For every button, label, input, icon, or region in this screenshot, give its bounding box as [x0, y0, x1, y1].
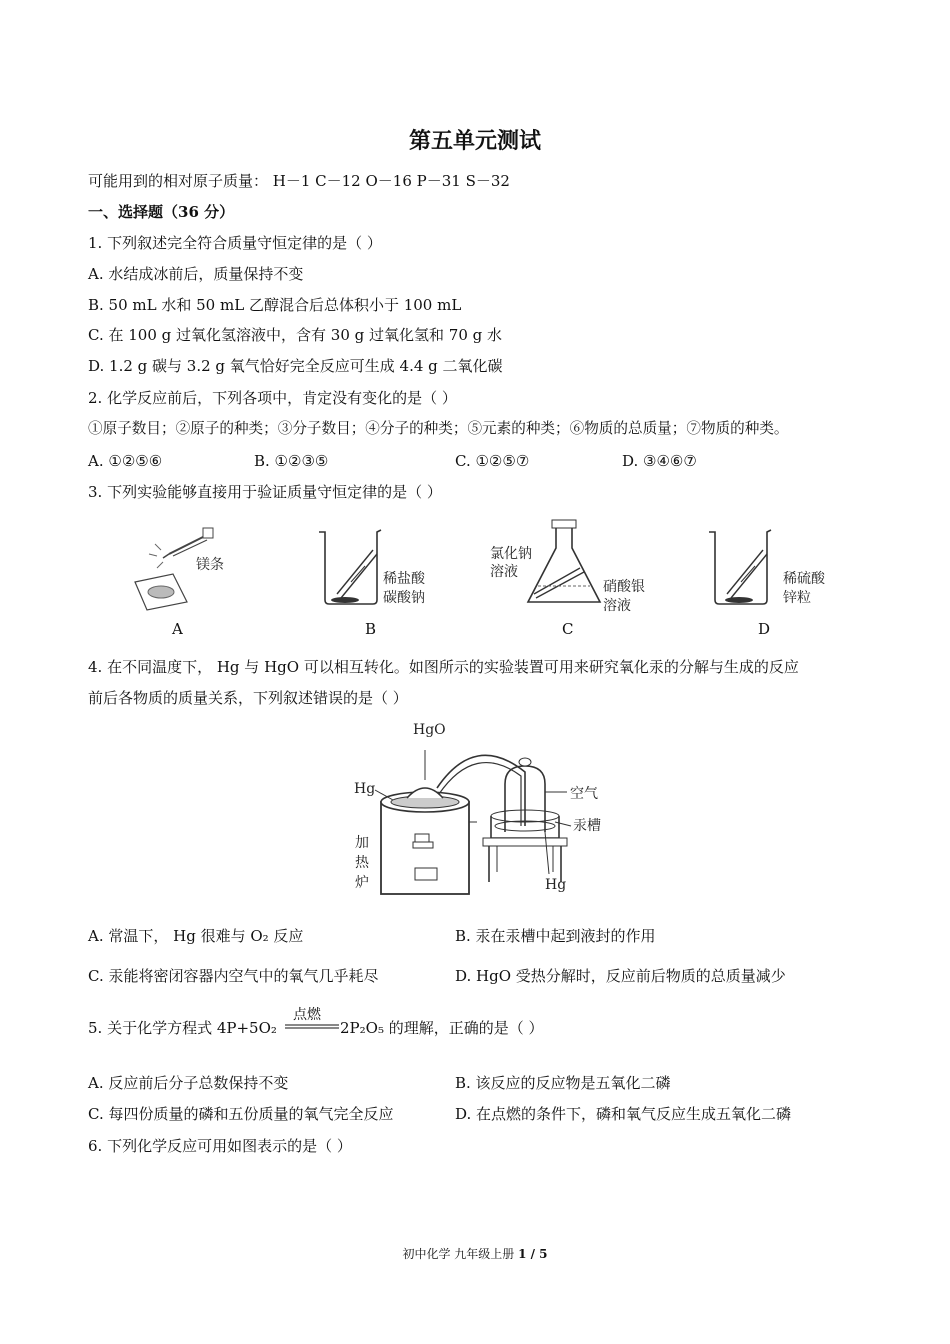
- q2-option-d[interactable]: D. ③④⑥⑦: [622, 452, 697, 470]
- q4-fig-furnace-char1: 加: [355, 835, 369, 851]
- q5-option-b[interactable]: B. 该反应的反应物是五氧化二磷: [455, 1074, 671, 1092]
- atomic-masses: 可能用到的相对原子质量： H－1 C－12 O－16 P－31 S－32: [88, 172, 510, 190]
- q5-equals-sign: [285, 1024, 339, 1030]
- q5-option-c[interactable]: C. 每四份质量的磷和五份质量的氧气完全反应: [88, 1105, 394, 1123]
- q3-fig-b-label2: 碳酸钠: [383, 590, 425, 606]
- q2-option-b[interactable]: B. ①②③⑤: [254, 452, 329, 470]
- q3-fig-d-label2: 锌粒: [783, 590, 811, 606]
- footer-text: 初中化学 九年级上册: [402, 1247, 519, 1261]
- q3-fig-b-label1: 稀盐酸: [383, 571, 425, 587]
- q5-reaction-condition: 点燃: [293, 1007, 321, 1023]
- q3-fig-c-caption[interactable]: C: [562, 620, 574, 638]
- q4-stem-line2: 前后各物质的质量关系，下列叙述错误的是（ ）: [88, 689, 408, 707]
- q5-option-d[interactable]: D. 在点燃的条件下，磷和氧气反应生成五氧化二磷: [455, 1105, 792, 1123]
- q3-stem: 3. 下列实验能够直接用于验证质量守恒定律的是（ ）: [88, 483, 442, 501]
- q4-fig-trough-label: 汞槽: [573, 818, 601, 834]
- section-heading: 一、选择题（36 分）: [88, 203, 235, 221]
- q3-fig-c-label3: 硝酸银: [603, 579, 645, 595]
- q3-fig-d-caption[interactable]: D: [758, 620, 771, 638]
- q5-stem-prefix: 5. 关于化学方程式 4P+5O₂: [88, 1019, 277, 1037]
- q2-option-c[interactable]: C. ①②⑤⑦: [455, 452, 530, 470]
- q2-option-a[interactable]: A. ①②⑤⑥: [88, 452, 163, 470]
- q3-fig-b-caption[interactable]: B: [365, 620, 377, 638]
- page-title: 第五单元测试: [408, 128, 541, 154]
- q4-option-d[interactable]: D. HgO 受热分解时，反应前后物质的总质量减少: [455, 967, 786, 985]
- q1-option-d[interactable]: D. 1.2 g 碳与 3.2 g 氧气恰好完全反应可生成 4.4 g 二氧化碳: [88, 357, 503, 375]
- q3-fig-c-label2: 溶液: [490, 564, 518, 580]
- q4-fig-hgo-label: HgO: [413, 722, 446, 738]
- q3-fig-d-label1: 稀硫酸: [783, 571, 825, 587]
- q5-stem-suffix: 2P₂O₅ 的理解，正确的是（ ）: [340, 1019, 544, 1037]
- page-number: 1 / 5: [518, 1247, 548, 1261]
- page-footer: [0, 1245, 950, 1262]
- q2-stem: 2. 化学反应前后，下列各项中，肯定没有变化的是（ ）: [88, 389, 457, 407]
- q4-stem-line1: 4. 在不同温度下， Hg 与 HgO 可以相互转化。如图所示的实验装置可用来研究氧化汞的分解与生成的反应: [88, 658, 799, 676]
- q4-option-a[interactable]: A. 常温下， Hg 很难与 O₂ 反应: [88, 927, 304, 945]
- q6-stem: 6. 下列化学反应可用如图表示的是（ ）: [88, 1137, 352, 1155]
- q4-option-c[interactable]: C. 汞能将密闭容器内空气中的氧气几乎耗尽: [88, 967, 379, 985]
- q4-fig-hg-bottom-label: Hg: [545, 877, 567, 893]
- q4-fig-furnace-char2: 热: [355, 855, 369, 871]
- q3-fig-c-label4: 溶液: [603, 598, 631, 614]
- q5-option-a[interactable]: A. 反应前后分子总数保持不变: [88, 1074, 289, 1092]
- q3-fig-a-caption[interactable]: A: [172, 620, 183, 638]
- q1-option-c[interactable]: C. 在 100 g 过氧化氢溶液中，含有 30 g 过氧化氢和 70 g 水: [88, 326, 503, 344]
- q1-option-a[interactable]: A. 水结成冰前后，质量保持不变: [88, 265, 304, 283]
- q3-figure-d: [705, 528, 785, 608]
- q3-fig-c-label1: 氯化钠: [490, 546, 532, 562]
- q1-option-b[interactable]: B. 50 mL 水和 50 mL 乙醇混合后总体积小于 100 mL: [88, 296, 462, 314]
- q1-stem: 1. 下列叙述完全符合质量守恒定律的是（ ）: [88, 234, 382, 252]
- q3-figure-c: [520, 518, 610, 608]
- q3-fig-a-label: 镁条: [196, 557, 224, 573]
- q4-fig-furnace-char3: 炉: [355, 875, 369, 891]
- q4-option-b[interactable]: B. 汞在汞槽中起到液封的作用: [455, 927, 656, 945]
- q4-fig-air-label: 空气: [570, 786, 598, 802]
- q2-items: ①原子数目；②原子的种类；③分子数目；④分子的种类；⑤元素的种类；⑥物质的总质量；⑦物质的种类。: [88, 420, 789, 437]
- q4-apparatus-figure: [345, 722, 615, 902]
- q4-fig-hg-left-label: Hg: [354, 781, 376, 797]
